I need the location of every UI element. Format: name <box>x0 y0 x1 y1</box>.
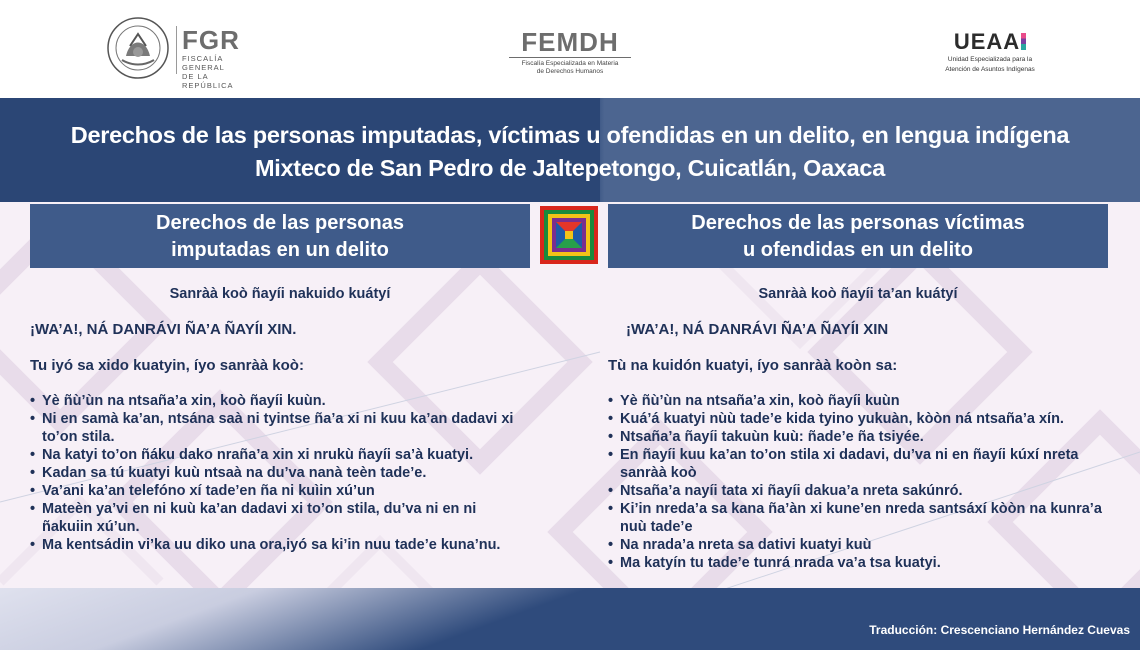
imputadas-exclaim: ¡WA’A!, NÁ DANRÁVI ÑA’A ÑAYÍI XIN. <box>30 321 297 338</box>
list-item: • Ma kentsádin vi’ka uu diko una ora,iyó sa ki’in nuu tade’e kuna’nu. <box>30 536 530 554</box>
page-title <box>0 119 1140 185</box>
imputadas-rights-list <box>30 392 530 554</box>
list-item: • Kadan sa tú kuatyi kuù ntsaà na du’va nanà teèn tade’e. <box>30 464 530 482</box>
ueaai-line1: Unidad Especializada para la <box>947 56 1033 63</box>
bottom-band <box>0 588 1140 650</box>
victimas-exclaim: ¡WA’A!, NÁ DANRÁVI ÑA’A ÑAYÍI XIN <box>626 321 889 338</box>
list-item: • Va’ani ka’an telefóno xí tade’en ña ni kuìin xú’un <box>30 482 530 500</box>
list-item: • Ki’in nreda’a sa kana ña’àn xi kune’en nreda santsáxí kòòn na kunra’a nuù tade’e <box>608 500 1108 536</box>
section-header-imputadas-line2: imputadas en un delito <box>171 239 389 261</box>
ueaai-bar-icon <box>1021 33 1026 50</box>
femdh-divider <box>509 57 631 58</box>
column-imputadas <box>30 284 530 554</box>
page-title-line1: Derechos de las personas imputadas, víctimas u ofendidas en un delito, en lengua indígena <box>70 122 1070 148</box>
list-item: • Ntsaña’a nayíi tata xi ñayíi dakua’a nreta sakúnró. <box>608 482 1108 500</box>
section-header-imputadas <box>30 204 530 268</box>
title-band <box>0 98 1140 202</box>
list-item: • Ntsaña’a ñayíi takuùn kuù: ñade’e ña tsiyée. <box>608 428 1108 446</box>
section-header-victimas-line1: Derechos de las personas víctimas <box>691 212 1025 234</box>
list-item: • Kuá’á kuatyi nùù tade’e kida tyino yukuàn, kòòn ná ntsaña’a xín. <box>608 410 1108 428</box>
fgr-name: FGR <box>182 25 240 55</box>
imputadas-intro: Tu iyó sa xido kuatyin, íyo sanràà koò: <box>30 357 304 374</box>
list-item: • Ni en samà ka’an, ntsána saà ni tyintse ña’a xi ni kuu ka’an dadavi xi to’on stila. <box>30 410 530 446</box>
fgr-line1: FISCALÍA GENERAL <box>182 54 225 72</box>
page-title-line2: Mixteco de San Pedro de Jaltepetongo, Cuicatlán, Oaxaca <box>255 155 885 181</box>
femdh-logo <box>505 28 635 78</box>
fgr-line2: DE LA REPÚBLICA <box>182 72 234 90</box>
ueaai-line2: Atención de Asuntos Indígenas <box>945 66 1035 73</box>
imputadas-subtitle: Sanràà koò ñayíi nakuido kuátyí <box>169 286 391 302</box>
section-header-imputadas-line1: Derechos de las personas <box>156 212 404 234</box>
list-item: • Yè ñù’ùn na ntsaña’a xin, koò ñayíi kuùn. <box>30 392 530 410</box>
victimas-subtitle: Sanràà koò ñayíi ta’an kuátyí <box>758 286 958 302</box>
fgr-logo <box>106 16 256 90</box>
list-item: • Yè ñù’ùn na ntsaña’a xin, koò ñayíi kuùn <box>608 392 1108 410</box>
fgr-divider <box>176 26 177 74</box>
list-item: • Na nrada’a nreta sa dativi kuatyi kuù <box>608 536 1108 554</box>
victimas-rights-list <box>608 392 1108 572</box>
list-item: • Ma katyín tu tade’e tunrá nrada va’a tsa kuatyi. <box>608 554 1108 572</box>
list-item: • Na katyi to’on ñáku dako nraña’a xin xi nrukù ñayíi sa’à kuatyi. <box>30 446 530 464</box>
section-header-victimas <box>608 204 1108 268</box>
list-item: • Mateèn ya’vi en ni kuù ka’an dadavi xi to’on stila, du’va ni en ni ñakuiin xú’un. <box>30 500 530 536</box>
mexican-seal-icon <box>106 16 170 80</box>
femdh-line2: de Derechos Humanos <box>536 68 604 75</box>
translation-credit: Traducción: Crescenciano Hernández Cuevas <box>869 623 1130 637</box>
ueaai-logo <box>935 30 1045 80</box>
column-victimas <box>608 284 1108 572</box>
femdh-line1: Fiscalía Especializada en Materia <box>521 60 619 67</box>
logo-header <box>0 0 1140 98</box>
list-item: • En ñayíi kuu ka’an to’on stila xi dadavi, du’va ni en ñayíi kúxí nreta sanràà koò <box>608 446 1108 482</box>
greca-emblem-icon <box>540 206 598 264</box>
ueaai-name <box>935 30 1045 54</box>
fgr-text <box>182 26 256 90</box>
ueaai-letters: UEAA <box>953 29 1021 54</box>
section-header-victimas-line2: u ofendidas en un delito <box>743 239 973 261</box>
victimas-intro: Tù na kuidón kuatyi, íyo sanràà koòn sa: <box>608 357 898 374</box>
femdh-name: FEMDH <box>521 27 619 57</box>
